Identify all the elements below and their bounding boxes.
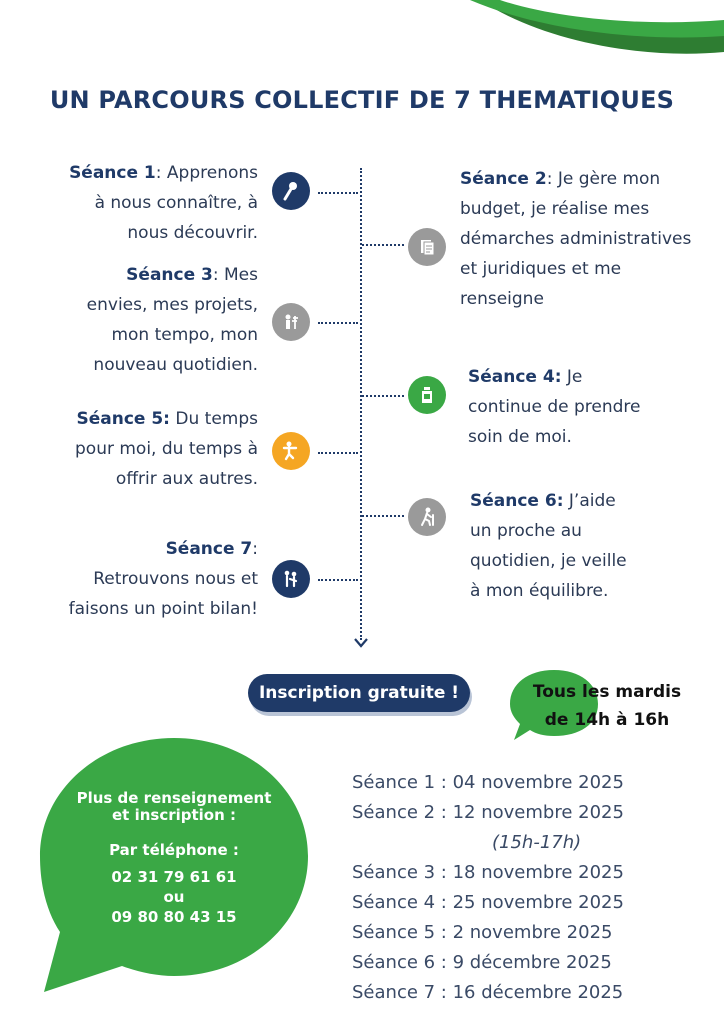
caregiver-icon <box>272 560 310 598</box>
corner-decoration <box>0 0 724 90</box>
session-1-label: Séance 1 <box>69 163 156 183</box>
date-note: (15h-17h) <box>492 832 582 853</box>
microphone-icon <box>272 172 310 210</box>
session-7-text: Séance 7: Retrouvons nous et faisons un point bilan! <box>68 539 258 619</box>
session-6-label: Séance 6: <box>470 491 564 511</box>
session-6-text: Séance 6: J’aide un proche au quotidien, je veille à mon équilibre. <box>470 491 627 601</box>
phone-number-2[interactable]: 09 80 80 43 15 <box>111 908 237 926</box>
connector-5 <box>318 452 358 454</box>
page-title: UN PARCOURS COLLECTIF DE 7 THEMATIQUES <box>49 86 675 114</box>
session-dates-list <box>352 768 652 1008</box>
session-5-label: Séance 5: <box>76 409 170 429</box>
documents-icon <box>408 228 446 266</box>
contact-info: Plus de renseignement et inscription : Par téléphone : 02 31 79 61 61 ou 09 80 80 43 15 <box>60 790 288 926</box>
registration-badge: Inscription gratuite ! <box>248 674 470 712</box>
person-with-signpost-icon <box>272 303 310 341</box>
session-3-text: Séance 3: Mes envies, mes projets, mon tempo, mon nouveau quotidien. <box>86 265 258 375</box>
connector-6 <box>362 515 404 517</box>
connector-7 <box>318 579 358 581</box>
session-2-text: Séance 2: Je gère mon budget, je réalise mes démarches administratives et juridiques et me renseigne <box>460 169 692 309</box>
date-item: Séance 4 : 25 novembre 2025 <box>352 892 624 913</box>
date-item: Séance 1 : 04 novembre 2025 <box>352 772 624 793</box>
connector-4 <box>362 395 404 397</box>
session-5-text: Séance 5: Du temps pour moi, du temps à offrir aux autres. <box>75 409 258 489</box>
stretching-person-icon <box>272 432 310 470</box>
date-item: Séance 5 : 2 novembre 2025 <box>352 922 613 943</box>
session-3-label: Séance 3 <box>126 265 213 285</box>
phone-number-1[interactable]: 02 31 79 61 61 <box>111 868 237 886</box>
session-4-text: Séance 4: Je continue de prendre soin de moi. <box>468 367 641 447</box>
date-item: Séance 3 : 18 novembre 2025 <box>352 862 624 883</box>
session-1-text: Séance 1: Apprenons à nous connaître, à nous découvrir. <box>69 163 258 243</box>
date-item: Séance 7 : 16 décembre 2025 <box>352 982 624 1003</box>
timeline-line <box>360 168 362 640</box>
chevron-down-icon <box>352 636 370 650</box>
care-bottle-icon <box>408 376 446 414</box>
connector-2 <box>362 244 404 246</box>
session-4-label: Séance 4: <box>468 367 562 387</box>
connector-3 <box>318 322 358 324</box>
session-7-label: Séance 7 <box>165 539 253 559</box>
date-item: Séance 6 : 9 décembre 2025 <box>352 952 612 973</box>
date-item: Séance 2 : 12 novembre 2025 <box>352 802 624 823</box>
schedule-bubble-text: Tous les mardis de 14h à 16h <box>532 682 682 730</box>
connector-1 <box>318 192 358 194</box>
hiker-icon <box>408 498 446 536</box>
session-2-label: Séance 2 <box>460 169 547 189</box>
